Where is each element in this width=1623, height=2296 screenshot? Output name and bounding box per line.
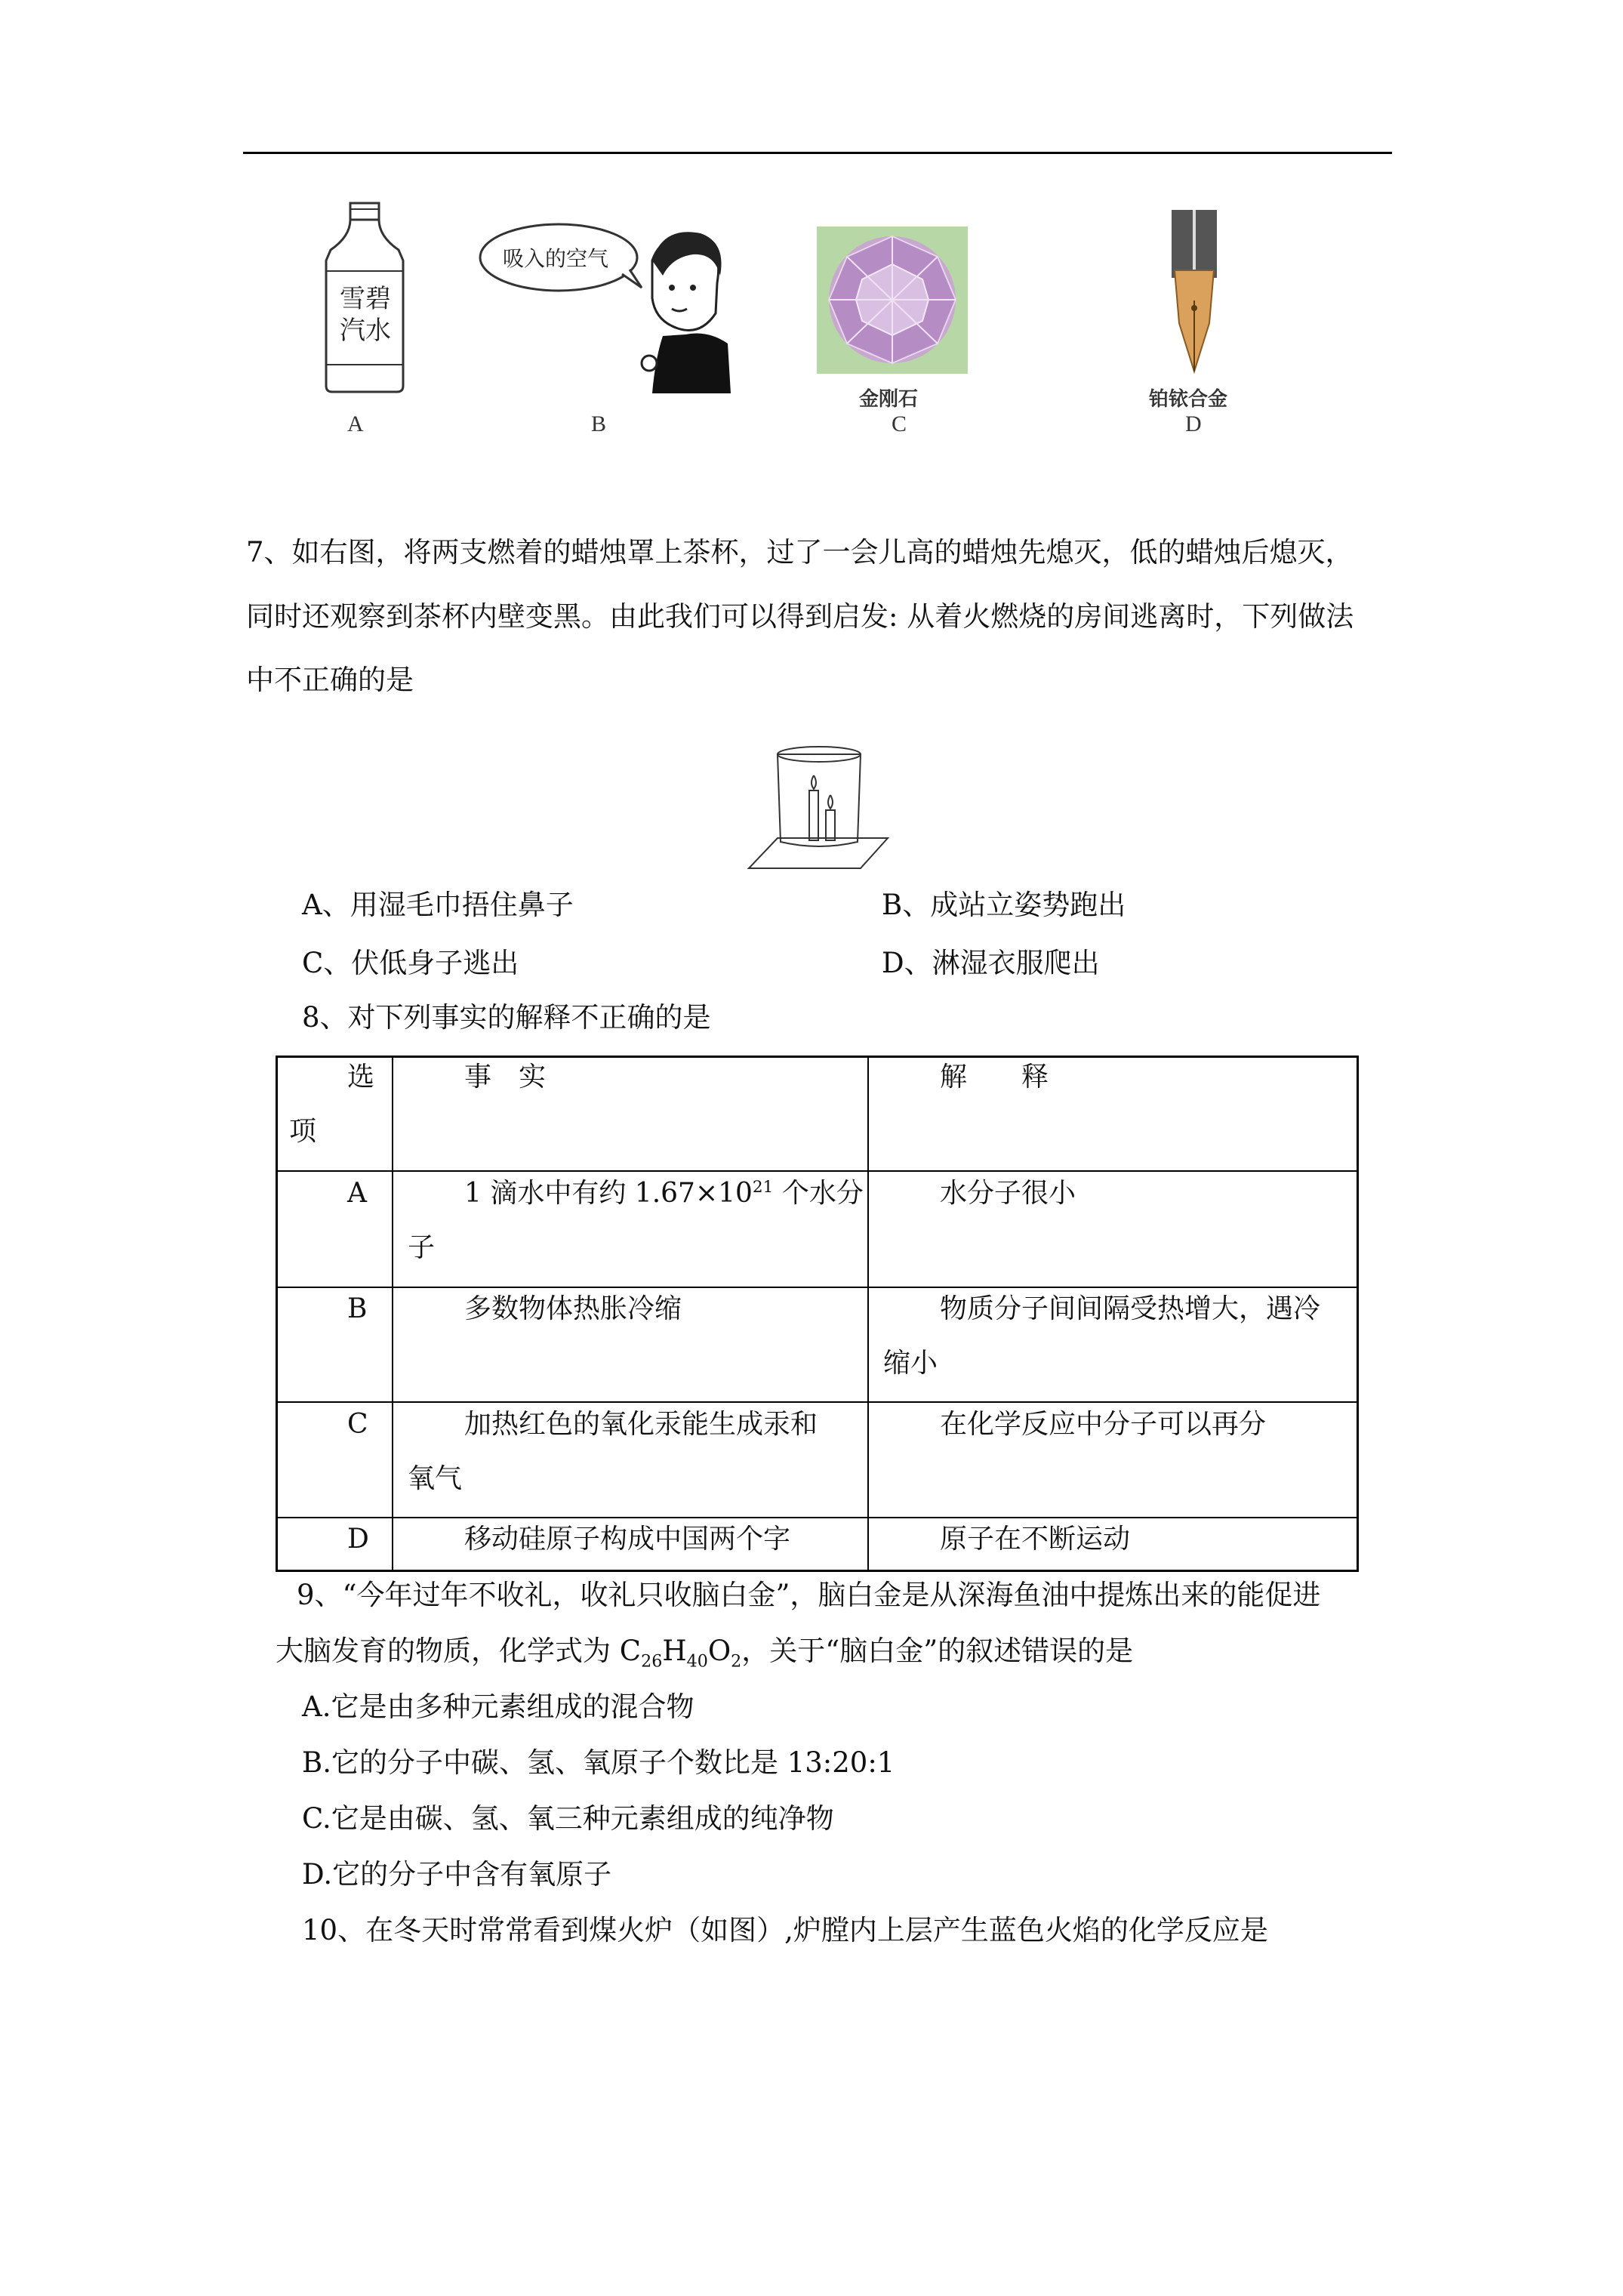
q9-option-b: B.它的分子中碳、氢、氧原子个数比是 13:20:1 xyxy=(302,1746,895,1779)
header-explanation: 解 释 xyxy=(940,1062,1049,1093)
q9-stem-line1: 9、“今年过年不收礼，收礼只收脑白金”，脑白金是从深海鱼油中提炼出来的能促进 xyxy=(297,1579,1321,1611)
q9-option-d: D.它的分子中含有氧原子 xyxy=(302,1858,612,1891)
row-d-fact: 移动硅原子构成中国两个字 xyxy=(464,1524,791,1555)
sprite-bottle-figure xyxy=(316,200,414,396)
row-c-fact: 加热红色的氧化汞能生成汞和 xyxy=(464,1409,818,1440)
row-b-explanation: 物质分子间间隔受热增大，遇冷 xyxy=(940,1293,1321,1324)
q7-stem-line2: 同时还观察到茶杯内壁变黑。由此我们可以得到启发: 从着火燃烧的房间逃离时，下列做法 xyxy=(246,600,1354,633)
bottle-char: 水 xyxy=(365,316,391,346)
pen-nib-figure xyxy=(1164,210,1224,376)
q10-stem: 10、在冬天时常常看到煤火炉（如图）,炉膛内上层产生蓝色火焰的化学反应是 xyxy=(302,1914,1268,1946)
figure-label-b: B xyxy=(591,411,607,436)
header-rule xyxy=(243,152,1392,154)
diamond-figure xyxy=(817,227,968,374)
q9-option-c: C.它是由碳、氢、氧三种元素组成的纯净物 xyxy=(302,1802,834,1835)
diamond-caption: 金刚石 xyxy=(859,388,919,411)
row-d-option: D xyxy=(347,1524,369,1555)
q9-option-a: A.它是由多种元素组成的混合物 xyxy=(302,1690,694,1723)
q8-table xyxy=(276,1056,1359,1572)
header-option-line1: 选 xyxy=(347,1062,375,1093)
q7-stem-line3: 中不正确的是 xyxy=(246,664,414,696)
figure-label-a: A xyxy=(347,411,364,436)
q7-option-c: C、伏低身子逃出 xyxy=(302,947,519,979)
row-c-fact-line2: 氧气 xyxy=(408,1463,463,1494)
q7-option-d: D、淋湿衣服爬出 xyxy=(882,947,1100,979)
q8-stem: 8、对下列事实的解释不正确的是 xyxy=(302,1001,711,1034)
breathing-boy-figure xyxy=(474,215,731,396)
header-fact: 事 实 xyxy=(464,1062,547,1093)
row-a-fact: 1 滴水中有约 $1.67\times 10^{21}$ 个水分 xyxy=(464,1178,864,1209)
row-b-fact: 多数物体热胀冷缩 xyxy=(464,1293,682,1324)
row-b-option: B xyxy=(347,1293,368,1324)
q7-stem-line1: 7、如右图，将两支燃着的蜡烛罩上茶杯，过了一会儿高的蜡烛先熄灭，低的蜡烛后熄灭， xyxy=(246,536,1354,569)
bottle-char: 碧 xyxy=(365,284,391,314)
header-option-line2: 项 xyxy=(289,1116,317,1147)
figure-label-c: C xyxy=(892,411,907,436)
row-c-explanation: 在化学反应中分子可以再分 xyxy=(940,1409,1267,1440)
q9-stem-line2: 大脑发育的物质，化学式为 $C_{26}H_{40}O_2$，关于“脑白金”的叙述错误的是 xyxy=(276,1635,1134,1672)
q7-option-a: A、用湿毛巾捂住鼻子 xyxy=(302,889,574,921)
q7-option-b: B、成站立姿势跑出 xyxy=(882,889,1126,921)
row-b-explanation-line2: 缩小 xyxy=(883,1348,938,1379)
row-c-option: C xyxy=(347,1409,368,1440)
row-a-fact-line2: 子 xyxy=(408,1232,436,1263)
row-a-explanation: 水分子很小 xyxy=(940,1178,1076,1209)
candles-under-cup-figure xyxy=(747,736,891,880)
row-a-option: A xyxy=(347,1178,367,1209)
row-d-explanation: 原子在不断运动 xyxy=(940,1524,1131,1555)
speech-bubble-text: 吸入的空气 xyxy=(503,246,609,271)
pen-nib-caption: 铂铱合金 xyxy=(1149,388,1228,411)
bottle-char: 雪 xyxy=(340,284,365,314)
bottle-char: 汽 xyxy=(340,316,365,346)
figure-label-d: D xyxy=(1185,411,1202,436)
